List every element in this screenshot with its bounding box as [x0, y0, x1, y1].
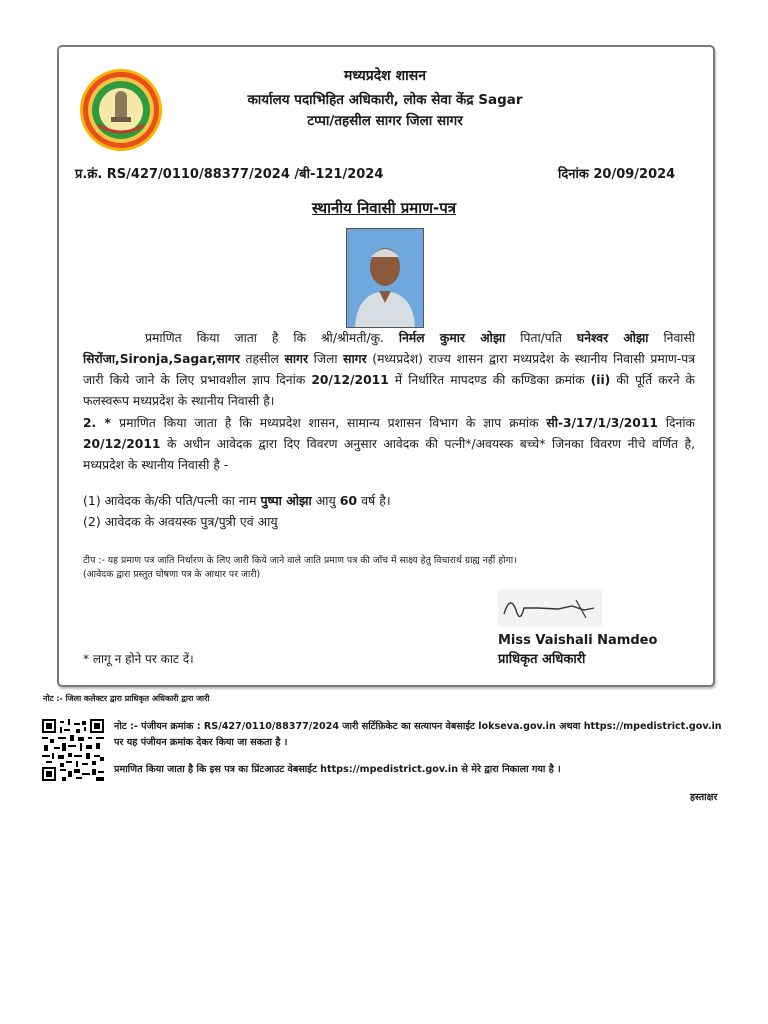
footer-note-printout: प्रमाणित किया जाता है कि इस पत्र का प्रिंटआउट वेबसाईट https://mpedistrict.gov.in से मेरे द्वारा निकाला गया है ।: [114, 764, 561, 775]
spouse-line: (1) आवेदक के/की पति/पत्नी का नाम पुष्पा ओझा आयु 60 वर्ष है।: [83, 493, 391, 508]
header-tehsil: टप्पा/तहसील सागर जिला सागर: [307, 113, 463, 129]
officer-signature: [498, 590, 602, 626]
qr-code-icon[interactable]: [42, 719, 104, 781]
paragraph-residence: प्रमाणित किया जाता है कि श्री/श्रीमती/कु. निर्मल कुमार ओझा पिता/पति घनेश्वर ओझा निवासी सिरोंजा,Sironja,Sagar,सागर तहसील सागर जिला सागर (मध्यप्रदेश) राज्य शासन द्वारा मध्यप्रदेश के स्थानीय निवासी प्रमाण-पत्र जारी किये जाने के लिए प्रभावशील ज्ञाप दिनांक 20/12/2011 में निर्धारित मापदण्ड की कण्डिका क्रमांक (ii) की पूर्ति करने के फलस्वरूप मध्यप्रदेश के स्थानीय निवासी है।: [83, 331, 696, 408]
paragraph-family: 2. * प्रमाणित किया जाता है कि मध्यप्रदेश शासन, सामान्य प्रशासन विभाग के ज्ञाप क्रमांक सी-3/17/1/3/2011 दिनांक 20/12/2011 के अधीन आवेदक द्वारा दिए विवरण अनुसार आवेदक की पत्नी*/अवयस्क बच्चे* जिनका विवरण नीचे वर्णित है, मध्यप्रदेश के स्थानीय निवासी है -: [83, 416, 696, 472]
applicant-name: निर्मल कुमार ओझा: [398, 331, 506, 345]
tip-note: टीप :- यह प्रमाण पत्र जाति निर्धारण के लिए जारी किये जाने वाले जाति प्रमाण पत्र की जाँच में साक्ष्य हेतु विचारार्थ ग्राह्य नहीं होगा। (आवेदक द्वारा प्रस्तुत घोषणा पत्र के आधार पर जारी): [83, 555, 517, 580]
officer-designation: प्राधिकृत अधिकारी: [498, 652, 586, 667]
issue-date: दिनांक 20/09/2024: [558, 167, 676, 182]
memo-number: सी-3/17/1/3/2011: [546, 416, 658, 430]
tehsil-name: सागर: [284, 352, 309, 366]
header-office: कार्यालय पदाभिहित अधिकारी, लोक सेवा केंद्र Sagar: [247, 92, 523, 108]
children-line: (2) आवेदक के अवयस्क पुत्र/पुत्री एवं आयु: [83, 514, 278, 529]
footer-note-collector: नोट :- जिला कलेक्टर द्वारा प्राधिकृत अधिकारी द्वारा जारी: [43, 694, 210, 703]
residence-place: सिरोंजा,Sironja,Sagar,सागर: [83, 352, 240, 366]
applicant-photo: [346, 228, 424, 328]
reference-number: प्र.क्रं. RS/427/0110/88377/2024 /बी-121/2024: [75, 167, 384, 182]
certificate-title: स्थानीय निवासी प्रमाण-पत्र: [311, 199, 457, 217]
gazette-date: 20/12/2011: [311, 373, 389, 387]
officer-name: Miss Vaishali Namdeo: [498, 633, 658, 648]
footer-note-verification: नोट :- पंजीयन क्रमांक : RS/427/0110/88377/2024 जारी सर्टिफ़िकेट का सत्यापन वेबसाईट lokseva.gov.in अथवा https://mpedistrict.gov.in पर यह पंजीयन क्रमांक देकर किया जा सकता है ।: [114, 721, 722, 748]
spouse-age: 60: [339, 493, 358, 508]
spouse-name: पुष्पा ओझा: [260, 493, 312, 508]
father-name: घनेश्वर ओझा: [576, 331, 649, 345]
strike-note: * लागू न होने पर काट दें।: [83, 652, 194, 666]
district-name: सागर: [343, 352, 367, 366]
mp-state-emblem-icon: [78, 67, 164, 153]
signature-label: हस्ताक्षर: [690, 792, 718, 803]
memo-date: 20/12/2011: [83, 437, 161, 451]
officer-block: [498, 631, 657, 669]
header-government: मध्यप्रदेश शासन: [344, 68, 426, 84]
clause-number: (ii): [590, 373, 611, 387]
